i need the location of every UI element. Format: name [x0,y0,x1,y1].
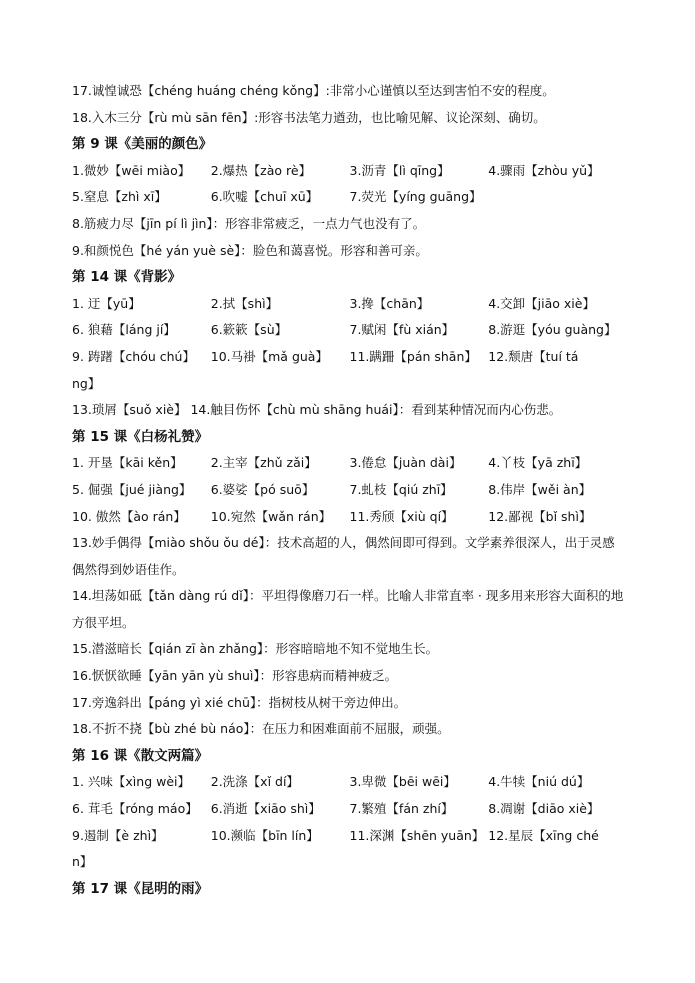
vocab-row [72,450,627,477]
vocab-item: 4.牛犊【niú dú】 [488,774,590,790]
vocab-item: 4.丫枝【yā zhī】 [488,455,588,471]
vocab-row [72,823,627,850]
vocab-item: 12.颓唐【tuí tá [488,348,579,364]
vocab-definition: 8.筋疲力尽【jīn pí lì jìn】：形容非常疲乏，一点力气也没有了。 [72,215,426,231]
vocab-definition: 16.恹恹欲睡【yān yān yù shuì】：形容患病而精神疲乏。 [72,668,398,684]
vocab-item: 3.搀【chān】 [349,295,430,311]
vocab-item: 3.沥青【lì qīng】 [349,162,450,178]
vocab-row [72,317,627,344]
document-body [72,78,627,902]
vocab-item: 6.消逝【xiāo shì】 [210,801,321,817]
vocab-item: 9. 踌躇【chóu chú】 [72,348,195,364]
vocab-item: 5.窒息【zhì xī】 [72,189,167,205]
lesson-heading: 第 9 课《美丽的颜色》 [72,136,213,153]
vocab-definition: n】 [72,854,93,870]
vocab-item: 6.簌簌【sù】 [210,322,288,338]
vocab-item: 12.星辰【xīng ché [488,827,599,843]
vocab-item: 10.宛然【wǎn rán】 [210,508,332,524]
vocab-item: 8.伟岸【wěi àn】 [488,481,592,497]
vocab-item: 1. 兴味【xìng wèi】 [72,774,190,790]
vocab-item: 2.主宰【zhǔ zǎi】 [210,455,317,471]
lesson-heading: 第 15 课《白杨礼赞》 [72,428,209,445]
vocab-item: 2.爆热【zào rè】 [210,162,312,178]
vocab-row [72,158,627,185]
vocab-definition: 17.诚惶诚恐【chéng huáng chéng kǒng】:非常小心谨慎以至达到害怕不安的程度。 [72,83,555,98]
vocab-row [72,769,627,796]
vocab-definition: 9.和颜悦色【hé yán yuè sè】：脸色和蔼喜悦。形容和善可亲。 [72,242,428,258]
vocab-item: 8.游逛【yóu guàng】 [488,322,617,338]
vocab-item: 2.洗涤【xǐ dí】 [210,774,299,790]
vocab-item: 6. 茸毛【róng máo】 [72,801,198,817]
vocab-item: 7.繁殖【fán zhí】 [349,801,454,817]
vocab-item: 1.微妙【wēi miào】 [72,162,191,178]
vocab-item: 6.婆娑【pó suō】 [210,481,315,497]
vocab-item: 3.倦怠【juàn dài】 [349,455,462,471]
vocab-item: 7.荧光【yíng guāng】 [349,189,482,205]
vocab-item: 10. 傲然【ào rán】 [72,508,186,524]
vocab-item: 7.赋闲【fù xián】 [349,322,455,338]
vocab-item: 11.蹒跚【pán shān】 [349,348,477,364]
lesson-heading: 第 16 课《散文两篇》 [72,747,209,764]
vocab-item: 12.鄙视【bǐ shì】 [488,508,592,524]
vocab-definition: 13.妙手偶得【miào shǒu ǒu dé】：技术高超的人，偶然间即可得到。文学素养很深人，出于灵感偶然得到妙语佳作。 [72,535,615,577]
vocab-definition: 13.琐屑【suǒ xiè】 14.触目伤怀【chù mù shāng huái】：看到某种情况而内心伤悲。 [72,402,562,418]
vocab-definition: 18.入木三分【rù mù sān fēn】:形容书法笔力遒劲，也比喻见解、议论深刻、确切。 [72,109,546,125]
vocab-item: 6. 狼藉【láng jí】 [72,322,176,338]
vocab-item: 4.交卸【jiāo xiè】 [488,295,595,311]
vocab-item: 9.遏制【è zhì】 [72,827,164,843]
vocab-row [72,291,627,318]
vocab-row [72,184,627,211]
vocab-row [72,504,627,531]
vocab-item: 4.骤雨【zhòu yǔ】 [488,162,600,178]
vocab-definition: ng】 [72,375,101,391]
vocab-item: 10.濒临【bīn lín】 [210,827,319,843]
vocab-definition: 14.坦荡如砥【tǎn dàng rú dǐ】：平坦得像磨刀石一样。比喻人非常直率 · 现多用来形容大面积的地方很平坦。 [72,588,624,630]
vocab-definition: 15.潜滋暗长【qián zī àn zhǎng】：形容暗暗地不知不觉地生长。 [72,641,439,657]
vocab-item: 10.马褂【mǎ guà】 [210,348,328,364]
vocab-item: 1. 开垦【kāi kěn】 [72,455,183,471]
vocab-definition: 17.旁逸斜出【páng yì xié chū】：指树枝从树干旁边伸出。 [72,694,407,710]
vocab-item: 6.吹嘘【chuī xū】 [210,189,319,205]
vocab-item: 5. 倔强【jué jiàng】 [72,481,192,497]
vocab-item: 2.拭【shì】 [210,295,279,311]
vocab-definition: 18.不折不挠【bù zhé bù náo】：在压力和困难面前不屈服，顽强。 [72,721,450,737]
vocab-item: 3.卑微【bēi wēi】 [349,774,456,790]
vocab-row [72,344,627,371]
vocab-item: 11.深渊【shēn yuān】 [349,827,485,843]
vocab-item: 1. 迂【yū】 [72,295,141,311]
vocab-item: 11.秀颀【xiù qí】 [349,508,454,524]
vocab-item: 8.凋谢【diāo xiè】 [488,801,600,817]
vocab-row [72,477,627,504]
lesson-heading: 第 17 课《昆明的雨》 [72,880,209,897]
lesson-heading: 第 14 课《背影》 [72,269,182,286]
vocab-item: 7.虬枝【qiú zhī】 [349,481,453,497]
vocab-row [72,796,627,823]
